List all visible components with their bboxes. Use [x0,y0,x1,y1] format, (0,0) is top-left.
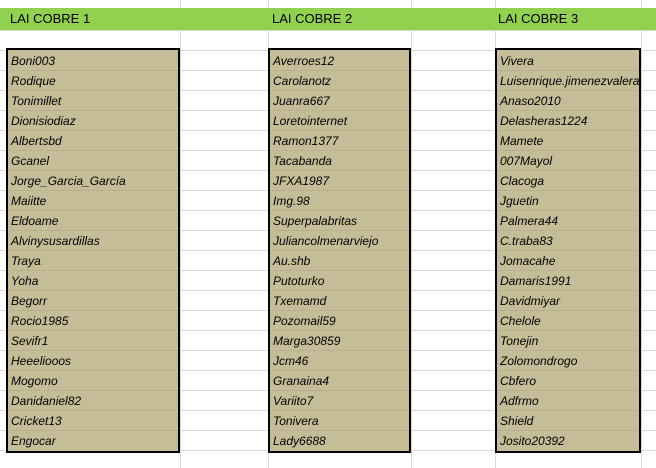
name-cell[interactable]: Vivera [500,54,534,68]
name-cell[interactable]: Carolanotz [273,74,332,88]
name-cell[interactable]: Shield [500,414,534,428]
name-cell[interactable]: Jguetin [500,194,539,208]
name-cell[interactable]: Jcm46 [273,354,309,368]
name-cell[interactable]: Chelole [500,314,541,328]
column-header-lai-cobre-2[interactable]: LAI COBRE 2 [272,11,353,26]
name-cell[interactable]: Delasheras1224 [500,114,588,128]
name-cell[interactable]: Txemamd [273,294,327,308]
column-header-lai-cobre-1[interactable]: LAI COBRE 1 [10,11,91,26]
name-cell[interactable]: Rocio1985 [11,314,69,328]
gridline-vertical [641,0,642,468]
name-cell[interactable]: JFXA1987 [273,174,330,188]
name-cell[interactable]: 007Mayol [500,154,553,168]
name-list-lai-cobre-1[interactable] [6,48,180,453]
name-cell[interactable]: Dionisiodiaz [11,114,76,128]
name-cell[interactable]: Maiitte [11,194,47,208]
name-cell[interactable]: Zolomondrogo [500,354,578,368]
name-cell[interactable]: Img.98 [273,194,310,208]
name-cell[interactable]: Anaso2010 [500,94,561,108]
gridline-vertical [411,0,412,468]
name-cell[interactable]: C.traba83 [500,234,553,248]
name-cell[interactable]: Palmera44 [500,214,559,228]
name-cell[interactable]: Alvinysusardillas [11,234,100,248]
name-cell[interactable]: Putoturko [273,274,325,288]
name-cell[interactable]: Tonivera [273,414,319,428]
name-cell[interactable]: Rodique [11,74,56,88]
name-cell[interactable]: Boni003 [11,54,56,68]
name-cell[interactable]: Traya [11,254,41,268]
gridline-horizontal [0,30,656,31]
name-cell[interactable]: Heeeliooos [11,354,72,368]
name-cell[interactable]: Au.shb [273,254,311,268]
name-cell[interactable]: Cricket13 [11,414,62,428]
name-cell[interactable]: Jorge_Garcia_García [11,174,126,188]
column-header-lai-cobre-3[interactable]: LAI COBRE 3 [498,11,579,26]
name-cell[interactable]: Tonejin [500,334,539,348]
name-cell[interactable]: Pozomail59 [273,314,336,328]
name-cell[interactable]: Ramon1377 [273,134,339,148]
name-cell[interactable]: Adfrmo [500,394,539,408]
name-cell[interactable]: Tonimillet [11,94,62,108]
name-cell[interactable]: Josito20392 [500,434,565,448]
name-list-lai-cobre-2[interactable] [268,48,411,453]
name-cell[interactable]: Marga30859 [273,334,341,348]
name-cell[interactable]: Averroes12 [273,54,335,68]
gridline-vertical [180,0,181,468]
name-cell[interactable]: Jomacahe [500,254,556,268]
name-cell[interactable]: Davidmiyar [500,294,561,308]
name-cell[interactable]: Granaina4 [273,374,330,388]
name-cell[interactable]: Yoha [11,274,39,288]
name-cell[interactable]: Gcanel [11,154,50,168]
name-cell[interactable]: Begorr [11,294,48,308]
name-cell[interactable]: Albertsbd [11,134,62,148]
name-cell[interactable]: Danidaniel82 [11,394,82,408]
name-cell[interactable]: Lady6688 [273,434,326,448]
name-cell[interactable]: Variito7 [273,394,314,408]
name-cell[interactable]: Damaris1991 [500,274,572,288]
name-cell[interactable]: Sevifr1 [11,334,49,348]
name-cell[interactable]: Mogomo [11,374,58,388]
name-cell[interactable]: Eldoame [11,214,59,228]
name-cell[interactable]: Superpalabritas [273,214,358,228]
name-cell[interactable]: Cbfero [500,374,537,388]
name-cell[interactable]: Loretointernet [273,114,348,128]
name-cell[interactable]: Luisenrique.jimenezvalera [500,74,640,88]
name-cell[interactable]: Engocar [11,434,56,448]
name-cell[interactable]: Mamete [500,134,544,148]
name-cell[interactable]: Clacoga [500,174,545,188]
name-cell[interactable]: Juliancolmenarviejo [273,234,379,248]
name-cell[interactable]: Tacabanda [273,154,332,168]
name-list-lai-cobre-3[interactable] [495,48,641,453]
name-cell[interactable]: Juanra667 [273,94,330,108]
